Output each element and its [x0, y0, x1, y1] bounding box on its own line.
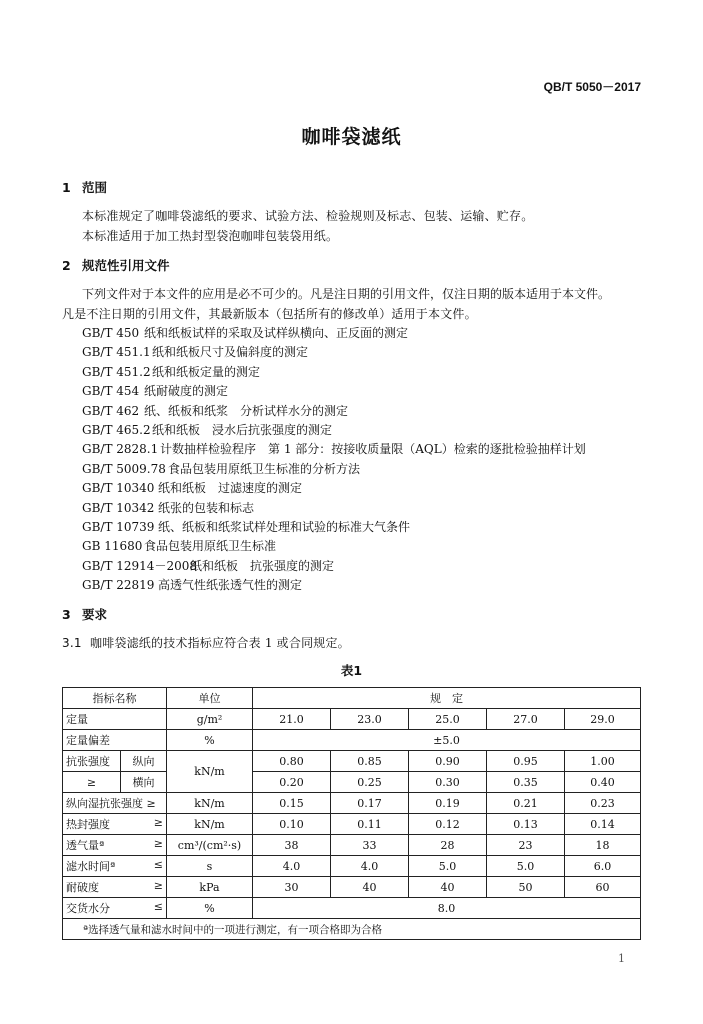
reference-title: 食品包装用原纸卫生标准 [144, 539, 277, 554]
value-cell: 18 [565, 835, 641, 856]
value-cell: 0.10 [253, 814, 331, 835]
reference-code: GB/T 12914－2008 [82, 558, 197, 573]
header-indicator: 指标名称 [63, 688, 167, 709]
table-footnote: ª选择透气量和滤水时间中的一项进行测定，有一项合格即为合格 [63, 919, 641, 940]
row-label: 抗张强度 [63, 751, 121, 772]
value-cell: 0.21 [487, 793, 565, 814]
reference-code: GB/T 2828.1 [82, 442, 159, 457]
section-2-heading [62, 256, 170, 274]
value-cell: 25.0 [409, 709, 487, 730]
reference-item [82, 460, 360, 477]
header-unit: 单位 [167, 688, 253, 709]
row-unit: kN/m [167, 793, 253, 814]
value-cell: 0.95 [487, 751, 565, 772]
row-grammage [63, 709, 641, 730]
row-label [63, 898, 167, 919]
value-cell: 50 [487, 877, 565, 898]
row-burst [63, 877, 641, 898]
value-cell: 23.0 [331, 709, 409, 730]
value-cell: 0.35 [487, 772, 565, 793]
row-label-text: 滤水时间ª [66, 860, 116, 873]
value-cell: 0.15 [253, 793, 331, 814]
clause-3-1-number: 3.1 [62, 636, 82, 650]
value-cell: 0.11 [331, 814, 409, 835]
reference-title: 纸、纸板和纸浆试样处理和试验的标准大气条件 [158, 520, 411, 534]
value-cell: ±5.0 [253, 730, 641, 751]
table-header-row [63, 688, 641, 709]
reference-code: GB/T 451.2 [82, 364, 151, 379]
value-cell: 21.0 [253, 709, 331, 730]
reference-code: GB/T 10340 [82, 481, 155, 496]
page-number: 1 [618, 952, 625, 965]
reference-title: 纸和纸板试样的采取及试样纵横向、正反面的测定 [144, 326, 409, 340]
comparison-symbol: ≥ [146, 797, 156, 810]
comparison-symbol: ≤ [153, 900, 163, 913]
reference-item [82, 382, 228, 399]
row-filter-time [63, 856, 641, 877]
reference-item [82, 576, 302, 593]
reference-title: 高透气性纸张透气性的测定 [158, 578, 303, 593]
reference-code: GB/T 451.1 [82, 345, 151, 360]
value-cell: 30 [253, 877, 331, 898]
value-cell: 29.0 [565, 709, 641, 730]
row-unit: cm³/(cm²·s) [167, 835, 253, 856]
value-cell: 0.40 [565, 772, 641, 793]
row-unit: % [167, 730, 253, 751]
reference-item [82, 440, 586, 457]
clause-3-1-text: 咖啡袋滤纸的技术指标应符合表 1 或合同规定。 [90, 636, 350, 650]
section-3-number: 3 [62, 607, 71, 622]
row-label [63, 814, 167, 835]
reference-item [82, 343, 308, 360]
reference-title: 纸和纸板尺寸及偏斜度的测定 [152, 345, 309, 360]
value-cell: 60 [565, 877, 641, 898]
reference-title: 纸和纸板定量的测定 [152, 364, 261, 379]
reference-code: GB/T 22819 [82, 578, 155, 593]
section-2-number: 2 [62, 258, 71, 273]
row-unit: kN/m [167, 814, 253, 835]
reference-title: 纸和纸板 浸水后抗张强度的测定 [152, 423, 333, 437]
reference-item [82, 537, 276, 554]
value-cell: 4.0 [331, 856, 409, 877]
reference-item [82, 479, 302, 496]
section-2-title: 规范性引用文件 [82, 258, 170, 273]
direction-label: 纵向 [121, 751, 167, 772]
reference-title: 纸、纸板和纸浆 分析试样水分的测定 [144, 403, 349, 418]
comparison-symbol: ≥ [63, 772, 121, 793]
value-cell: 0.90 [409, 751, 487, 772]
value-cell: 8.0 [253, 898, 641, 919]
row-label-text: 热封强度 [66, 818, 110, 831]
document-title: 咖啡袋滤纸 [301, 126, 402, 148]
row-unit: s [167, 856, 253, 877]
row-label [63, 856, 167, 877]
reference-item [82, 363, 260, 380]
comparison-symbol: ≥ [153, 879, 163, 892]
value-cell: 0.85 [331, 751, 409, 772]
value-cell: 40 [331, 877, 409, 898]
reference-item [82, 421, 332, 438]
value-cell: 0.80 [253, 751, 331, 772]
row-tensile-md [63, 751, 641, 772]
row-unit: kPa [167, 877, 253, 898]
header-spec: 规 定 [253, 688, 641, 709]
value-cell: 0.25 [331, 772, 409, 793]
table-1 [62, 687, 641, 940]
table-1-caption: 表1 [340, 663, 363, 678]
section-1-number: 1 [62, 180, 71, 195]
row-wet-tensile [63, 793, 641, 814]
reference-code: GB 11680 [82, 539, 143, 554]
value-cell: 28 [409, 835, 487, 856]
standard-number: QB/T 5050－2017 [543, 80, 641, 94]
value-cell: 0.30 [409, 772, 487, 793]
section-1-heading [62, 178, 107, 196]
reference-title: 食品包装用原纸卫生标准的分析方法 [168, 461, 361, 476]
section-1-paragraph-2: 本标准适用于加工热封型袋泡咖啡包装袋用纸。 [82, 229, 339, 243]
clause-3-1 [62, 634, 350, 651]
row-unit: g/m² [167, 709, 253, 730]
reference-code: GB/T 462 [82, 403, 140, 418]
reference-title: 纸和纸板 过滤速度的测定 [158, 481, 303, 496]
row-unit: % [167, 898, 253, 919]
value-cell: 5.0 [409, 856, 487, 877]
comparison-symbol: ≥ [153, 816, 163, 829]
reference-code: GB/T 5009.78 [82, 461, 166, 476]
row-heat-seal [63, 814, 641, 835]
section-3-heading [62, 605, 107, 623]
value-cell: 38 [253, 835, 331, 856]
section-1-title: 范围 [82, 180, 108, 195]
value-cell: 33 [331, 835, 409, 856]
value-cell: 0.13 [487, 814, 565, 835]
row-label-text: 交货水分 [66, 902, 110, 915]
section-2-intro-line-1: 下列文件对于本文件的应用是必不可少的。凡是注日期的引用文件，仅注日期的版本适用于本文件。 [82, 287, 611, 301]
value-cell: 4.0 [253, 856, 331, 877]
reference-item [82, 518, 410, 535]
value-cell: 1.00 [565, 751, 641, 772]
value-cell: 5.0 [487, 856, 565, 877]
section-1-paragraph-1: 本标准规定了咖啡袋滤纸的要求、试验方法、检验规则及标志、包装、运输、贮存。 [82, 209, 534, 223]
reference-code: GB/T 10342 [82, 500, 155, 515]
reference-item [82, 324, 408, 341]
row-label [63, 877, 167, 898]
value-cell: 40 [409, 877, 487, 898]
row-label-text: 耐破度 [66, 881, 99, 894]
reference-code: GB/T 465.2 [82, 423, 151, 437]
reference-title: 纸和纸板 抗张强度的测定 [190, 558, 335, 573]
row-label [63, 835, 167, 856]
row-tensile-cd [63, 772, 641, 793]
reference-title: 纸耐破度的测定 [144, 384, 229, 399]
row-label: 定量偏差 [63, 730, 167, 751]
table-footnote-row [63, 919, 641, 940]
reference-code: GB/T 450 [82, 326, 140, 340]
value-cell: 23 [487, 835, 565, 856]
reference-item [82, 557, 334, 574]
row-label: 定量 [63, 709, 167, 730]
value-cell: 27.0 [487, 709, 565, 730]
comparison-symbol: ≤ [153, 858, 163, 871]
row-air-permeability [63, 835, 641, 856]
row-grammage-deviation [63, 730, 641, 751]
comparison-symbol: ≥ [153, 837, 163, 850]
value-cell: 0.20 [253, 772, 331, 793]
row-label-text: 纵向湿抗张强度 [66, 797, 143, 810]
row-label-text: 透气量ª [66, 839, 105, 852]
section-3-title: 要求 [82, 607, 108, 622]
reference-title: 计数抽样检验程序 第 1 部分：按接收质量限（AQL）检索的逐批检验抽样计划 [160, 442, 586, 457]
value-cell: 0.23 [565, 793, 641, 814]
value-cell: 0.17 [331, 793, 409, 814]
reference-code: GB/T 10739 [82, 520, 155, 534]
reference-title: 纸张的包装和标志 [158, 500, 255, 515]
section-2-intro-line-2: 凡是不注日期的引用文件，其最新版本（包括所有的修改单）适用于本文件。 [62, 307, 477, 321]
row-moisture [63, 898, 641, 919]
value-cell: 6.0 [565, 856, 641, 877]
row-unit: kN/m [167, 751, 253, 793]
value-cell: 0.12 [409, 814, 487, 835]
value-cell: 0.19 [409, 793, 487, 814]
reference-item [82, 402, 348, 419]
direction-label: 横向 [121, 772, 167, 793]
reference-item [82, 499, 254, 516]
row-label [63, 793, 167, 814]
value-cell: 0.14 [565, 814, 641, 835]
reference-code: GB/T 454 [82, 384, 140, 399]
